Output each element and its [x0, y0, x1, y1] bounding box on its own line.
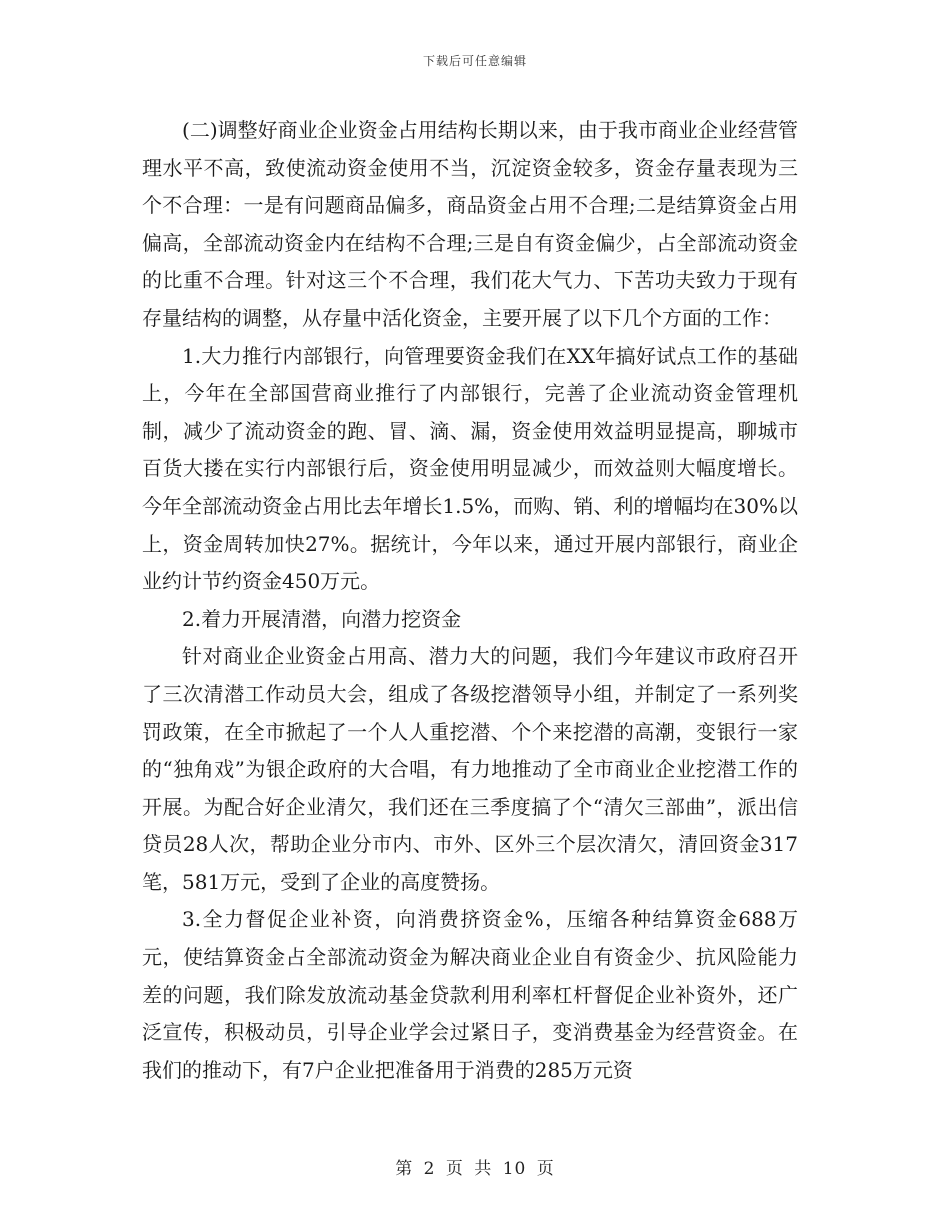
paragraph-supplement-capital: 3.全力督促企业补资，向消费挤资金%，压缩各种结算资金688万元，使结算资金占全部流动资金为解决商业企业自有资金少、抗风险能力差的问题，我们除发放流动基金贷款利用利率杠杆督促企业补资外，还广泛宣传，积极动员，引导企业学会过紧日子，变消费基金为经营资金。在我们的推动下，有7户企业把准备用于消费的285万元资	[142, 907, 798, 1082]
paragraph-internal-bank: 1.大力推行内部银行，向管理要资金我们在XX年搞好试点工作的基础上，今年在全部国营商业推行了内部银行，完善了企业流动资金管理机制，减少了流动资金的跑、冒、滴、漏，资金使用效益明显提高，聊城市百货大搂在实行内部银行后，资金使用明显减少，而效益则大幅度增长。今年全部流动资金占用比去年增长1.5%，而购、销、利的增幅均在30%以上，资金周转加快27%。据统计，今年以来，通过开展内部银行，商业企业约计节约资金450万元。	[142, 343, 798, 594]
paragraph-adjust-structure: (二)调整好商业企业资金占用结构长期以来，由于我市商业企业经营管理水平不高，致使流动资金使用不当，沉淀资金较多，资金存量表现为三个不合理：一是有问题商品偏多，商品资金占用不合理;二是结算资金占用偏高，全部流动资金内在结构不合理;三是自有资金偏少，占全部流动资金的比重不合理。针对这三个不合理，我们花大气力、下苦功夫致力于现有存量结构的调整，从存量中活化资金，主要开展了以下几个方面的工作：	[142, 118, 798, 330]
document-body	[142, 112, 798, 1089]
page-number: 第 2 页 共 10 页	[395, 1159, 555, 1179]
page-header: 下载后可任意编辑	[422, 54, 527, 68]
paragraph-clear-potential: 针对商业企业资金占用高、潜力大的问题，我们今年建议市政府召开了三次清潜工作动员大会，组成了各级挖潜领导小组，并制定了一系列奖罚政策，在全市掀起了一个人人重挖潜、个个来挖潜的高潮，变银行一家的“独角戏”为银企政府的大合唱，有力地推动了全市商业企业挖潜工作的开展。为配合好企业清欠，我们还在三季度搞了个“清欠三部曲”，派出信贷员28人次，帮助企业分市内、市外、区外三个层次清欠，清回资金317笔，581万元，受到了企业的高度赞扬。	[142, 644, 798, 894]
paragraph-clear-potential-heading: 2.着力开展清潜，向潜力挖资金	[182, 606, 462, 631]
